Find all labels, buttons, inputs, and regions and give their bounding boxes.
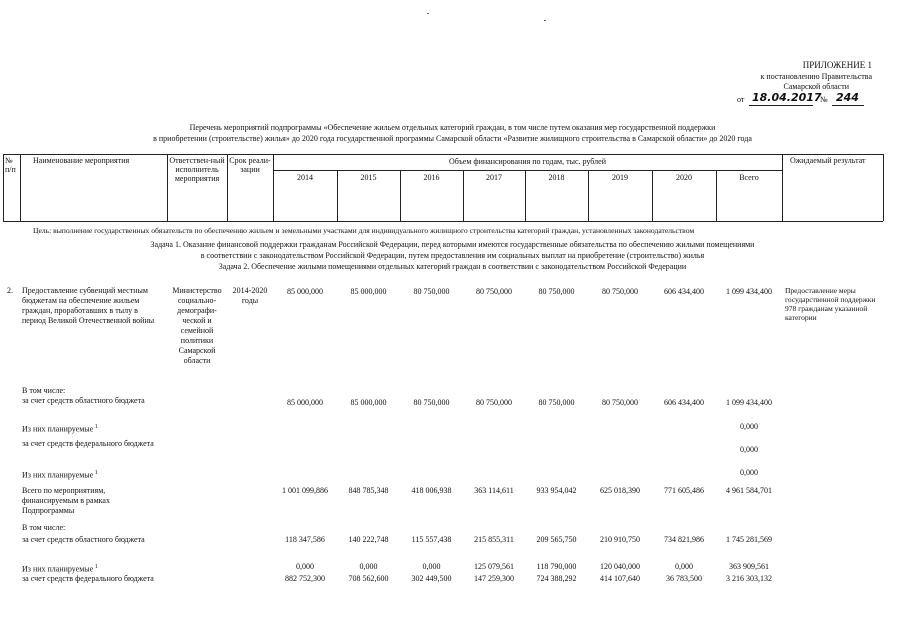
- year-2017: 2017: [486, 173, 502, 182]
- heading-line1: Перечень мероприятий подпрограммы «Обеспечение жильем отдельных категорий граждан, в том числе путем оказания мер государственной поддержки: [189, 123, 716, 132]
- header-name: Наименование мероприятия: [33, 156, 130, 165]
- task-1-line2: в соответствии с законодательством Российской Федерации, путем предоставления им социальных выплат на приобретение (строительство) жилья: [200, 251, 705, 260]
- cell-value: 118 347,586: [285, 535, 325, 544]
- cell-value: 80 750,000: [476, 398, 512, 407]
- cell-value: 0,000: [740, 468, 758, 477]
- appendix-line2: Самарской области: [783, 82, 849, 91]
- cell-value: 734 821,986: [664, 535, 704, 544]
- cell-value: 933 954,042: [536, 486, 577, 495]
- appendix-num: 244: [836, 91, 859, 104]
- cell-value: 210 910,750: [600, 535, 640, 544]
- cell-value: 302 449,500: [411, 574, 452, 583]
- cell-value: 85 000,000: [350, 398, 387, 407]
- row-label: Всего по мероприятиям, финансируемым в рамках Подпрограммы: [22, 486, 110, 515]
- task-2: Задача 2. Обеспечение жилыми помещениями отдельных категорий граждан в соответствии с законодательством Российской Федерации: [218, 262, 687, 271]
- cell-value: 3 216 303,132: [726, 574, 772, 583]
- cell-value: 209 565,750: [536, 535, 577, 544]
- cell-value: 848 785,348: [348, 486, 389, 495]
- footnote-mark: 1: [93, 470, 98, 476]
- cell-value: 0,000: [675, 562, 693, 571]
- cell-value: 147 259,300: [474, 574, 514, 583]
- task-1-line1: Задача 1. Оказание финансовой поддержки гражданам Российской Федерации, перед которыми имеются государственные обязательства по обеспечению жилыми помещениями: [150, 240, 755, 249]
- cell-value: 0,000: [359, 562, 378, 571]
- scan-dot: [544, 20, 546, 21]
- header-term: Срок реали-зации: [229, 156, 271, 174]
- row2-num: 2.: [7, 286, 13, 295]
- cell-value: 80 750,000: [538, 398, 575, 407]
- appendix-title: ПРИЛОЖЕНИЕ 1: [802, 60, 872, 70]
- cell-value: 0,000: [296, 562, 314, 571]
- cell-value: 80 750,000: [538, 287, 575, 296]
- cell-value: 708 562,600: [348, 574, 389, 583]
- header-result: Ожидаемый результат: [790, 156, 866, 165]
- date-underline: [749, 105, 813, 106]
- year-2018: 2018: [548, 173, 565, 182]
- row-label: за счет средств федерального бюджета: [22, 574, 154, 583]
- cell-value: 1 099 434,400: [726, 287, 772, 296]
- num-underline: [832, 105, 864, 106]
- cell-value: 882 752,300: [285, 574, 325, 583]
- cell-value: 85 000,000: [350, 287, 387, 296]
- appendix-from: от: [737, 95, 745, 104]
- row2-result: Предоставление меры государственной поддержки 978 гражданам указанной категории: [785, 286, 876, 322]
- header-resp: Ответствен-ный исполнитель мероприятия: [169, 156, 225, 183]
- cell-value: 1 099 434,400: [726, 398, 772, 407]
- cell-value: 80 750,000: [413, 287, 450, 296]
- cell-value: 80 750,000: [476, 287, 512, 296]
- row-label: Из них планируемые $^1$: [22, 424, 98, 434]
- year-2019: 2019: [612, 173, 628, 182]
- row-label: Из них планируемые $^1$: [22, 470, 98, 480]
- cell-value: 363 909,561: [729, 562, 769, 571]
- cell-value: 0,000: [422, 562, 441, 571]
- scan-dot: [427, 13, 429, 14]
- header-num: № п/п: [5, 156, 16, 174]
- cell-value: 606 434,400: [664, 287, 704, 296]
- cell-value: 418 006,938: [411, 486, 452, 495]
- cell-value: 4 961 584,701: [726, 486, 772, 495]
- footnote-mark: 1: [93, 424, 98, 430]
- cell-value: 724 388,292: [536, 574, 577, 583]
- year-2015: 2015: [360, 173, 377, 182]
- header-funding: Объем финансирования по годам, тыс. рублей: [449, 157, 606, 166]
- cell-value: 0,000: [740, 445, 758, 454]
- cell-value: 1 001 099,886: [282, 486, 328, 495]
- footnote-mark: 1: [93, 564, 98, 570]
- year-2014: 2014: [297, 173, 313, 182]
- year-2020: 2020: [676, 173, 692, 182]
- cell-value: 125 079,561: [474, 562, 514, 571]
- row-label: за счет средств областного бюджета: [22, 535, 145, 544]
- cell-value: 1 745 281,569: [726, 535, 772, 544]
- cell-value: 140 222,748: [348, 535, 389, 544]
- cell-value: 625 018,390: [600, 486, 640, 495]
- appendix-line1: к постановлению Правительства: [760, 72, 872, 81]
- row2-resp: Министерство социально-демографи-ческой и семейной политики Самарской области: [172, 286, 222, 365]
- goal-text: Цель: выполнение государственных обязательств по обеспечению жильем и земельными участками для индивидуального жилищного строительства категорий граждан, установленных законодательством: [33, 226, 695, 235]
- row2-name: Предоставление субвенций местным бюджетам на обеспечение жильем граждан, проработавших в тылу в период Великой Отечественной войны: [22, 286, 155, 325]
- cell-value: 80 750,000: [602, 287, 638, 296]
- cell-value: 771 605,486: [664, 486, 704, 495]
- cell-value: 85 000,000: [287, 398, 323, 407]
- cell-value: 120 040,000: [600, 562, 640, 571]
- cell-value: 0,000: [740, 422, 758, 431]
- row-label: Из них планируемые $^1$: [22, 564, 98, 574]
- appendix-date: 18.04.2017: [752, 91, 822, 104]
- row-label: В том числе:: [22, 523, 66, 532]
- cell-value: 36 783,500: [666, 574, 702, 583]
- cell-value: 80 750,000: [413, 398, 450, 407]
- cell-value: 363 114,611: [474, 486, 514, 495]
- appendix-num-label: №: [820, 95, 828, 104]
- cell-value: 80 750,000: [602, 398, 638, 407]
- cell-value: 606 434,400: [664, 398, 704, 407]
- heading-line2: в приобретении (строительстве) жилья» до 2020 года государственной программы Самарской области «Развитие жилищного строительства в Самарской области» до 2020 года: [153, 134, 752, 143]
- year-2016: 2016: [423, 173, 440, 182]
- row-label: за счет средств областного бюджета: [22, 396, 145, 405]
- row2-term: 2014-2020 годы: [232, 286, 268, 305]
- cell-value: 115 557,438: [411, 535, 452, 544]
- cell-value: 215 855,311: [474, 535, 514, 544]
- row-label: В том числе:: [22, 386, 66, 395]
- year-total: Всего: [739, 173, 759, 182]
- cell-value: 85 000,000: [287, 287, 323, 296]
- row-label: за счет средств федерального бюджета: [22, 439, 154, 448]
- cell-value: 414 107,640: [600, 574, 640, 583]
- cell-value: 118 790,000: [536, 562, 577, 571]
